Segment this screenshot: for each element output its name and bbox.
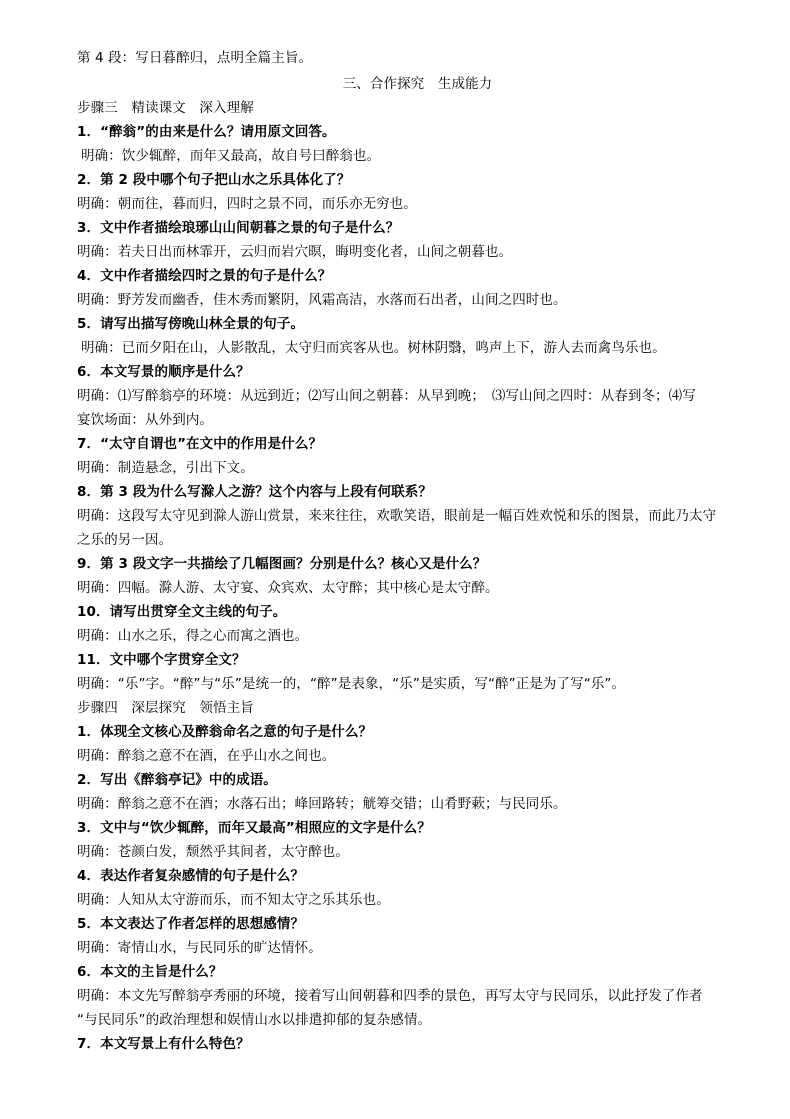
question: 1．“醉翁”的由来是什么？请用原文回答。 bbox=[77, 124, 336, 140]
question: 4．文中作者描绘四时之景的句子是什么？ bbox=[77, 268, 332, 284]
question: 7．本文写景上有什么特色？ bbox=[77, 1036, 250, 1052]
answer-continued: “与民同乐”的政治理想和娱情山水以排遣抑郁的复杂感情。 bbox=[77, 1012, 432, 1028]
step-heading: 步骤三 精读课文 深入理解 bbox=[77, 100, 254, 116]
question: 9．第 3 段文字一共描绘了几幅图画？分别是什么？核心又是什么？ bbox=[77, 556, 487, 572]
answer-continued: 宴饮场面：从外到内。 bbox=[77, 412, 213, 428]
answer: 明确：醉翁之意不在酒，在乎山水之间也。 bbox=[77, 748, 336, 764]
section-heading: 三、合作探究 生成能力 bbox=[342, 76, 493, 92]
question: 11．文中哪个字贯穿全文？ bbox=[77, 652, 246, 668]
question: 7．“太守自谓也”在文中的作用是什么？ bbox=[77, 436, 323, 452]
question: 1．体现全文核心及醉翁命名之意的句子是什么？ bbox=[77, 724, 373, 740]
answer: 明确：已而夕阳在山，人影散乱，太守归而宾客从也。树林阴翳，鸣声上下，游人去而禽鸟乐也。 bbox=[81, 340, 666, 356]
answer: 明确：四幅。滁人游、太守宴、众宾欢、太守醉；其中核心是太守醉。 bbox=[77, 580, 499, 596]
question: 2．写出《醉翁亭记》中的成语。 bbox=[77, 772, 277, 788]
answer: 明确：本文先写醉翁亭秀丽的环境，接着写山间朝暮和四季的景色，再写太守与民同乐，以此抒发了作者 bbox=[77, 988, 703, 1004]
question: 10．请写出贯穿全文主线的句子。 bbox=[77, 604, 287, 620]
paragraph-summary: 第 4 段：写日暮醉归，点明全篇主旨。 bbox=[77, 50, 313, 66]
answer: 明确：山水之乐，得之心而寓之酒也。 bbox=[77, 628, 309, 644]
answer: 明确：野芳发而幽香，佳木秀而繁阴，风霜高洁，水落而石出者，山间之四时也。 bbox=[77, 292, 567, 308]
question: 3．文中作者描绘琅琊山山间朝暮之景的句子是什么？ bbox=[77, 220, 400, 236]
answer: 明确：醉翁之意不在酒；水落石出；峰回路转；觥筹交错；山肴野蔌；与民同乐。 bbox=[77, 796, 567, 812]
answer: 明确：制造悬念，引出下文。 bbox=[77, 460, 254, 476]
question: 3．文中与“饮少辄醉，而年又最高”相照应的文字是什么？ bbox=[77, 820, 431, 836]
question: 6．本文的主旨是什么？ bbox=[77, 964, 223, 980]
answer-continued: 之乐的另一因。 bbox=[77, 532, 173, 548]
answer: 明确：人知从太守游而乐，而不知太守之乐其乐也。 bbox=[77, 892, 390, 908]
answer: 明确：这段写太守见到滁人游山赏景，来来往往，欢歌笑语，眼前是一幅百姓欢悦和乐的图景，而此乃太守 bbox=[77, 508, 717, 524]
question: 5．请写出描写傍晚山林全景的句子。 bbox=[77, 316, 305, 332]
answer: 明确：⑴写醉翁亭的环境：从远到近；⑵写山间之朝暮：从早到晚； ⑶写山间之四时：从春到冬；⑷写 bbox=[77, 388, 696, 404]
question: 2．第 2 段中哪个句子把山水之乐具体化了？ bbox=[77, 172, 351, 188]
answer: 明确：“乐”字。“醉”与“乐”是统一的，“醉”是表象，“乐”是实质，写“醉”正是为了写“乐”。 bbox=[77, 676, 626, 692]
answer: 明确：苍颜白发，颓然乎其间者，太守醉也。 bbox=[77, 844, 349, 860]
question: 4．表达作者复杂感情的句子是什么？ bbox=[77, 868, 305, 884]
answer: 明确：若夫日出而林霏开，云归而岩穴暝，晦明变化者，山间之朝暮也。 bbox=[77, 244, 513, 260]
question: 8．第 3 段为什么写滁人之游？这个内容与上段有何联系？ bbox=[77, 484, 432, 500]
answer: 明确：朝而往，暮而归，四时之景不同，而乐亦无穷也。 bbox=[77, 196, 417, 212]
answer: 明确：饮少辄醉，而年又最高，故自号曰醉翁也。 bbox=[81, 148, 381, 164]
question: 6．本文写景的顺序是什么？ bbox=[77, 364, 250, 380]
question: 5．本文表达了作者怎样的思想感情？ bbox=[77, 916, 305, 932]
step-heading: 步骤四 深层探究 领悟主旨 bbox=[77, 700, 254, 716]
answer: 明确：寄情山水，与民同乐的旷达情怀。 bbox=[77, 940, 322, 956]
